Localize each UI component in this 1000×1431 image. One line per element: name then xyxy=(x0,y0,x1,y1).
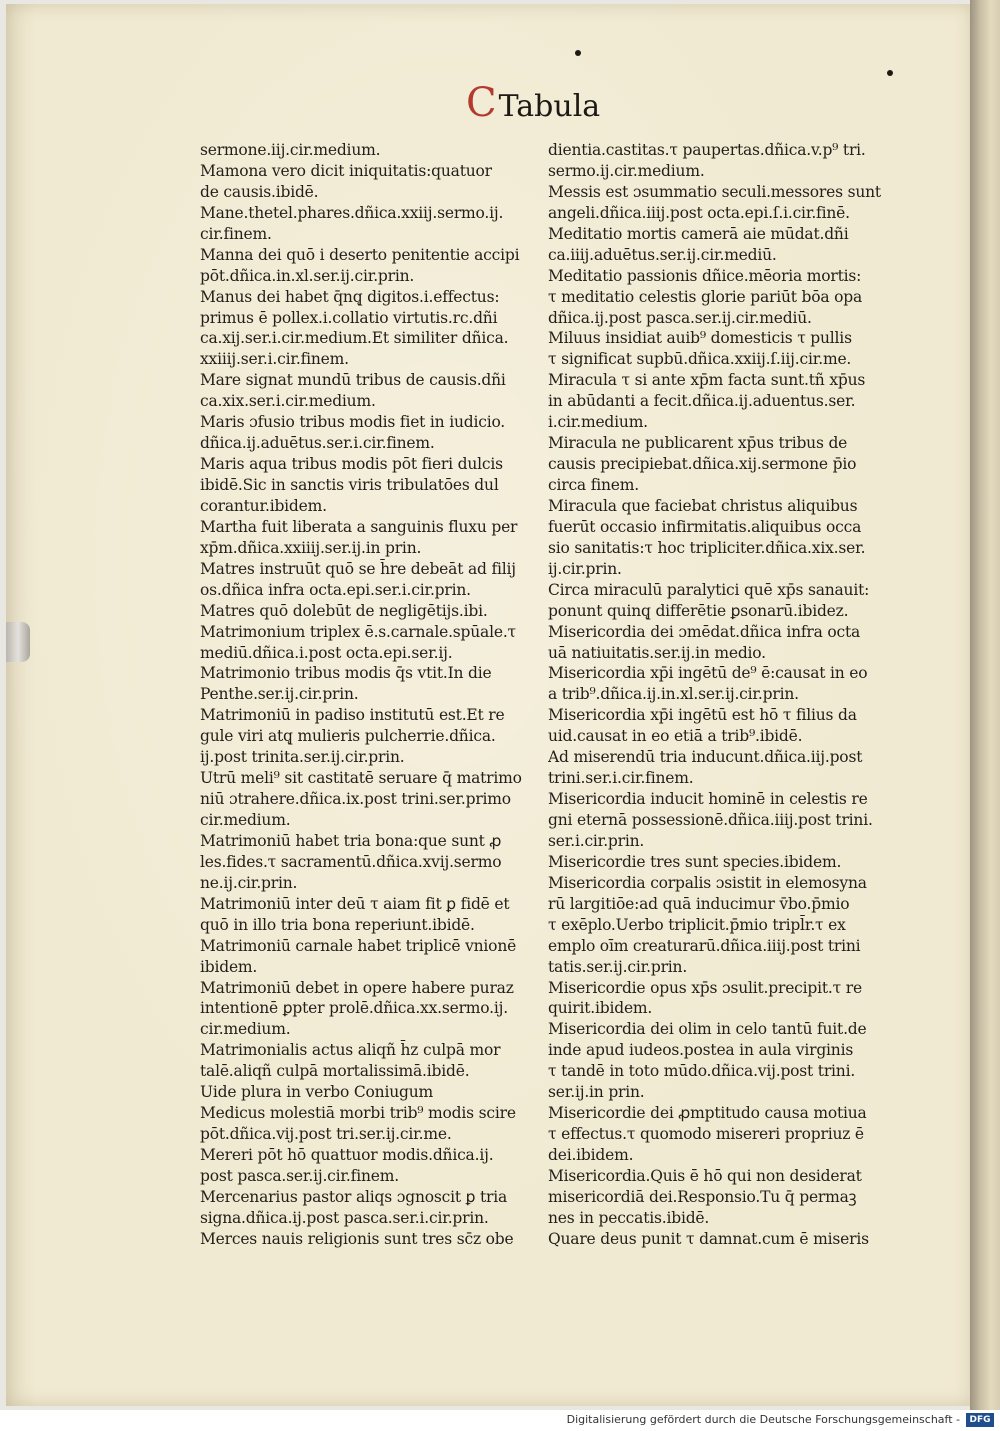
text-line: Matrimoniū debet in opere habere puraz xyxy=(200,978,514,997)
text-line: pōt.dñica.vij.post tri.ser.ij.cir.me. xyxy=(200,1125,452,1144)
text-line: in abūdanti a fecit.dñica.ij.aduentus.ser. xyxy=(548,392,856,411)
text-line: Miluus insidiat auib⁹ domesticis τ pullis xyxy=(548,329,852,348)
text-line: xxiiij.ser.i.cir.finem. xyxy=(200,350,349,369)
text-line: Penthe.ser.ij.cir.prin. xyxy=(200,685,359,704)
text-line: rū largitiōe:ad quā inducimur v̄bo.p̄mio xyxy=(548,894,850,913)
text-line: ca.iiij.aduētus.ser.ij.cir.mediū. xyxy=(548,245,777,264)
text-line: ibidē.Sic in sanctis viris tribulatōes dul xyxy=(200,476,499,494)
footer-bar xyxy=(0,1410,1000,1431)
text-line: inde apud iudeos.postea in aula virginis xyxy=(548,1041,854,1060)
text-line: quirit.ibidem. xyxy=(548,999,653,1018)
text-line: Matres quō dolebūt de negligētijs.ibi. xyxy=(200,601,488,620)
text-line: Matrimonialis actus aliqñ h̄z culpā mor xyxy=(200,1041,501,1060)
text-line: τ exēplo.Uerbo triplicit.p̄mio tripl̄r.τ ex xyxy=(548,915,846,934)
text-line: Misericordia dei olim in celo tantū fuit.de xyxy=(548,1020,867,1039)
text-line: Matrimoniū carnale habet triplicē vnionē xyxy=(200,936,517,955)
text-line: misericordiā dei.Responsio.Tu q̄ permaꝫ xyxy=(548,1187,857,1206)
text-line: Matres instruūt quō se h̄re debeāt ad filij xyxy=(200,559,516,578)
text-line: sermo.ij.cir.medium. xyxy=(548,161,705,180)
text-line: gni eternā possessionē.dñica.iiij.post trini. xyxy=(548,811,873,829)
text-line: Mane.thetel.phares.dñica.xxiij.sermo.ij. xyxy=(200,203,504,222)
text-line: ponunt quinq̨ differētie ꝑsonarū.ibidez. xyxy=(548,601,849,620)
text-line: ca.xix.ser.i.cir.medium. xyxy=(200,392,376,411)
text-line: Ad miserendū tria inducunt.dñica.iij.post xyxy=(548,748,863,767)
text-line: τ effectus.τ quomodo misereri propriuz ē xyxy=(548,1125,864,1144)
text-line: Meditatio mortis camerā aie mūdat.dñi xyxy=(548,224,849,243)
text-line: de causis.ibidē. xyxy=(200,182,319,201)
ink-dot xyxy=(575,50,581,56)
text-line: ser.i.cir.prin. xyxy=(548,831,645,850)
text-line: quō in illo tria bona reperiunt.ibidē. xyxy=(200,915,475,934)
text-line: Manus dei habet q̄nq̨ digitos.i.effectus: xyxy=(200,287,500,306)
text-line: niū ɔtrahere.dñica.ix.post trini.ser.primo xyxy=(200,790,511,809)
text-line: Matrimonio tribus modis q̄s vtit.In die xyxy=(200,664,492,683)
text-line: a trib⁹.dñica.ij.in.xl.ser.ij.cir.prin. xyxy=(548,685,799,704)
text-line: Utrū meli⁹ sit castitatē seruare q̄ matrimo xyxy=(200,769,522,788)
text-line: Misericordia inducit hominē in celestis re xyxy=(548,790,868,809)
text-line: Miracula ne publicarent xp̄us tribus de xyxy=(548,434,848,453)
text-line: dñica.ij.post pasca.ser.ij.cir.mediū. xyxy=(548,308,812,327)
text-line: Misericordia xp̄i ingētū est hō τ filius da xyxy=(548,706,857,725)
text-line: uid.causat in eo etiā a trib⁹.ibidē. xyxy=(548,727,803,746)
text-line: os.dñica infra octa.epi.ser.i.cir.prin. xyxy=(200,580,471,599)
text-line: τ tandē in toto mūdo.dñica.vij.post trini. xyxy=(548,1062,856,1081)
text-line: Misericordia corpalis ɔsistit in elemosyna xyxy=(548,873,867,892)
text-line: Misericordia dei ɔmēdat.dñica infra octa xyxy=(548,622,861,641)
text-line: intentionē ꝑpter prolē.dñica.xx.sermo.ij. xyxy=(200,999,508,1018)
text-line: circa finem. xyxy=(548,476,639,494)
text-line: post pasca.ser.ij.cir.finem. xyxy=(200,1166,399,1185)
text-line: Matrimoniū habet tria bona:que sunt ꝓ xyxy=(200,831,502,850)
text-line: uā natiuitatis.ser.ij.in medio. xyxy=(548,643,766,662)
text-line: ser.ij.in prin. xyxy=(548,1083,645,1102)
right-text-column xyxy=(548,140,908,1250)
text-line: ne.ij.cir.prin. xyxy=(200,873,298,892)
text-line: Medicus molestiā morbi trib⁹ modis scire xyxy=(200,1104,516,1123)
ink-dot xyxy=(887,70,893,76)
text-line: Mercenarius pastor aliqs ɔgnoscit ꝑ tria xyxy=(200,1187,508,1206)
text-line: Misericordia xp̄i ingētū de⁹ ē:causat in eo xyxy=(548,664,868,683)
text-line: causis precipiebat.dñica.xij.sermone p̄io xyxy=(548,455,857,474)
page-heading xyxy=(466,80,600,126)
text-line: gule viri atq̨ mulieris pulcherrie.dñica. xyxy=(200,727,496,746)
dfg-logo: DFG xyxy=(966,1413,994,1427)
text-line: trini.ser.i.cir.finem. xyxy=(548,769,694,788)
book-spine-edge xyxy=(970,0,1000,1410)
text-line: les.fides.τ sacramentū.dñica.xvij.sermo xyxy=(200,852,502,871)
text-line: Manna dei quō i deserto penitentie accipi xyxy=(200,245,520,264)
text-line: Merces nauis religionis sunt tres sc̄z obe xyxy=(200,1229,514,1248)
text-line: Misericordie dei ꝓmptitudo causa motiua xyxy=(548,1104,867,1123)
heading-initial: C xyxy=(466,80,497,126)
text-line: ij.cir.prin. xyxy=(548,559,622,578)
text-line: ca.xij.ser.i.cir.medium.Et similiter dñica. xyxy=(200,329,509,348)
text-line: Matrimoniū in padiso institutū est.Et re xyxy=(200,706,505,725)
text-line: tatis.ser.ij.cir.prin. xyxy=(548,957,688,976)
text-line: emplo oīm creaturarū.dñica.iiij.post trini xyxy=(548,936,861,955)
heading-text: Tabula xyxy=(498,89,601,124)
text-line: corantur.ibidem. xyxy=(200,496,327,515)
text-line: cir.finem. xyxy=(200,224,272,243)
text-line: τ meditatio celestis glorie pariūt bōa opa xyxy=(548,287,863,306)
text-line: xp̄m.dñica.xxiiij.ser.ij.in prin. xyxy=(200,538,422,557)
text-line: mediū.dñica.i.post octa.epi.ser.ij. xyxy=(200,643,453,662)
text-line: Uide plura in verbo Coniugum xyxy=(200,1083,433,1102)
text-line: cir.medium. xyxy=(200,1020,291,1039)
text-line: pōt.dñica.in.xl.ser.ij.cir.prin. xyxy=(200,266,415,285)
text-line: ibidem. xyxy=(200,957,258,976)
text-line: Miracula que faciebat christus aliquibus xyxy=(548,496,858,515)
text-line: sermone.iij.cir.medium. xyxy=(200,141,381,159)
book-clasp xyxy=(6,622,30,662)
text-line: signa.dñica.ij.post pasca.ser.i.cir.prin. xyxy=(200,1208,489,1227)
text-line: ij.post trinita.ser.ij.cir.prin. xyxy=(200,748,405,767)
text-line: dei.ibidem. xyxy=(548,1146,634,1164)
text-line: Quare deus punit τ damnat.cum ē miseris xyxy=(548,1229,869,1248)
text-line: Meditatio passionis dñice.mēoria mortis: xyxy=(548,266,862,285)
text-line: Maris aqua tribus modis pōt fieri dulcis xyxy=(200,455,503,474)
text-line: i.cir.medium. xyxy=(548,413,648,432)
text-line: Miracula τ si ante xp̄m facta sunt.tñ xp̄us xyxy=(548,371,866,390)
text-line: Martha fuit liberata a sanguinis fluxu per xyxy=(200,517,518,536)
text-line: dientia.castitas.τ paupertas.dñica.v.p⁹ tri. xyxy=(548,141,866,159)
text-line: Maris ɔfusio tribus modis fiet in iudicio. xyxy=(200,413,506,432)
text-line: Matrimonium triplex ē.s.carnale.spūale.τ xyxy=(200,622,516,641)
text-line: primus ē pollex.i.collatio virtutis.rc.dñi xyxy=(200,308,498,327)
text-line: Matrimoniū inter deū τ aiam fit ꝑ fidē et xyxy=(200,894,510,913)
text-line: Mamona vero dicit iniquitatis:quatuor xyxy=(200,161,492,180)
text-line: talē.aliqñ culpā mortalissimā.ibidē. xyxy=(200,1062,470,1081)
text-line: Mare signat mundū tribus de causis.dñi xyxy=(200,371,506,390)
text-line: Misericordie opus xp̄s ɔsulit.precipit.τ re xyxy=(548,978,862,997)
text-line: dñica.ij.aduētus.ser.i.cir.finem. xyxy=(200,434,435,453)
text-line: nes in peccatis.ibidē. xyxy=(548,1208,710,1227)
text-line: τ significat supbū.dñica.xxiij.ſ.iij.cir.me. xyxy=(548,350,852,369)
text-line: angeli.dñica.iiij.post octa.epi.ſ.i.cir.finē. xyxy=(548,203,850,222)
text-line: cir.medium. xyxy=(200,811,291,829)
text-line: Mereri pōt hō quattuor modis.dñica.ij. xyxy=(200,1146,494,1164)
text-line: sio sanitatis:τ hoc tripliciter.dñica.xix.ser. xyxy=(548,538,866,557)
text-line: Circa miraculū paralytici quē xp̄s sanauit: xyxy=(548,580,870,599)
text-line: Misericordia.Quis ē hō qui non desiderat xyxy=(548,1166,862,1185)
text-line: fuerūt occasio infirmitatis.aliquibus occa xyxy=(548,517,862,536)
text-line: Messis est ɔsummatio seculi.messores sunt xyxy=(548,182,881,201)
footer-credit: Digitalisierung gefördert durch die Deutsche Forschungsgemeinschaft - xyxy=(566,1413,960,1426)
text-line: Misericordie tres sunt species.ibidem. xyxy=(548,852,842,871)
left-text-column xyxy=(200,140,540,1250)
